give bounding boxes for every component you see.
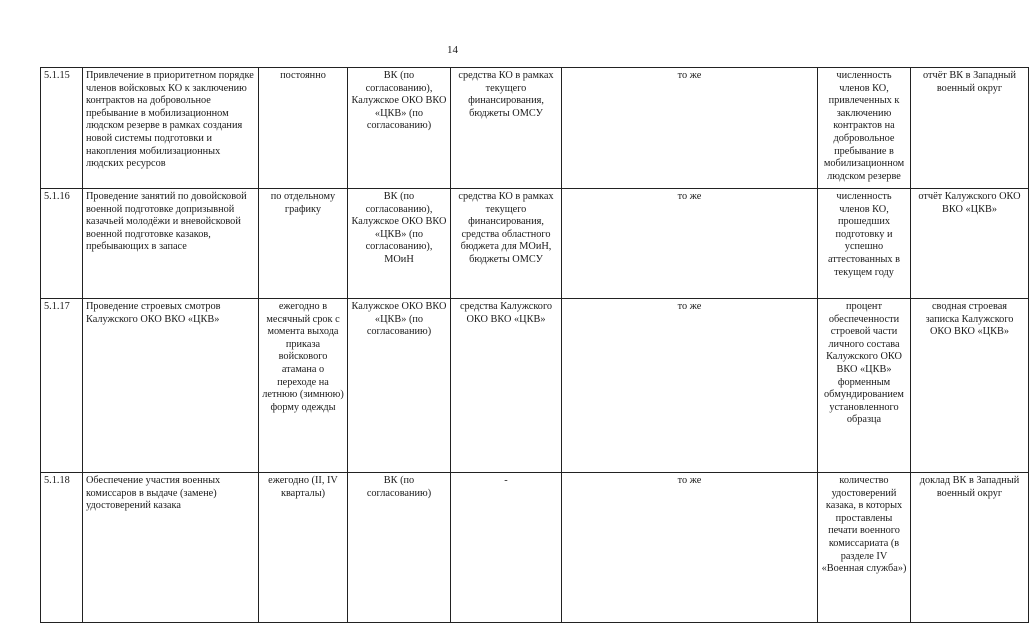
page-number: 14 [447, 44, 458, 56]
funding-cell: средства КО в рамках текущего финансирования, средства областного бюджета для МОиН, бюджеты ОМСУ [451, 189, 562, 299]
funding-cell: средства КО в рамках текущего финансирования, бюджеты ОМСУ [451, 68, 562, 189]
indicator-cell: численность членов КО, привлеченных к заключению контрактов на добровольное пребывание в мобилизационном людском резерве [818, 68, 911, 189]
report-cell: сводная строевая записка Калужского ОКО ВКО «ЦКВ» [911, 299, 1029, 473]
funding-cell: - [451, 473, 562, 623]
table-row [41, 68, 1029, 189]
table-row [41, 473, 1029, 623]
term-cell: постоянно [259, 68, 348, 189]
table-row [41, 299, 1029, 473]
row-number-cell: 5.1.15 [41, 68, 83, 189]
volume-cell: то же [562, 299, 818, 473]
indicator-cell: количество удостоверений казака, в которых проставлены печати военного комиссариата (в разделе IV «Военная служба») [818, 473, 911, 623]
measure-title-cell: Привлечение в приоритетном порядке членов войсковых КО к заключению контрактов на добровольное пребывание в мобилизационном людском резерве в рамках создания новой системы подготовки и накопления мобилизационных людских ресурсов [83, 68, 259, 189]
executors-cell: ВК (по согласованию), Калужское ОКО ВКО «ЦКВ» (по согласованию) [348, 68, 451, 189]
plan-table [40, 67, 1029, 623]
executors-cell: ВК (по согласованию) [348, 473, 451, 623]
volume-cell: то же [562, 189, 818, 299]
measure-title-cell: Проведение строевых смотров Калужского ОКО ВКО «ЦКВ» [83, 299, 259, 473]
indicator-cell: процент обеспеченности строевой части личного состава Калужского ОКО ВКО «ЦКВ» форменным обмундированием установленного образца [818, 299, 911, 473]
executors-cell: Калужское ОКО ВКО «ЦКВ» (по согласованию) [348, 299, 451, 473]
volume-cell: то же [562, 68, 818, 189]
measure-title-cell: Проведение занятий по довойсковой военной подготовке допризывной казачьей молодёжи и вневойсковой военной подготовке казаков, пребывающих в запасе [83, 189, 259, 299]
table-row [41, 189, 1029, 299]
term-cell: ежегодно (II, IV кварталы) [259, 473, 348, 623]
measure-title-cell: Обеспечение участия военных комиссаров в выдаче (замене) удостоверений казака [83, 473, 259, 623]
row-number-cell: 5.1.17 [41, 299, 83, 473]
report-cell: отчёт Калужского ОКО ВКО «ЦКВ» [911, 189, 1029, 299]
executors-cell: ВК (по согласованию), Калужское ОКО ВКО «ЦКВ» (по согласованию), МОиН [348, 189, 451, 299]
volume-cell: то же [562, 473, 818, 623]
row-number-cell: 5.1.18 [41, 473, 83, 623]
report-cell: отчёт ВК в Западный военный округ [911, 68, 1029, 189]
report-cell: доклад ВК в Западный военный округ [911, 473, 1029, 623]
row-number-cell: 5.1.16 [41, 189, 83, 299]
term-cell: ежегодно в месячный срок с момента выхода приказа войскового атамана о переходе на летнюю (зимнюю) форму одежды [259, 299, 348, 473]
funding-cell: средства Калужского ОКО ВКО «ЦКВ» [451, 299, 562, 473]
term-cell: по отдельному графику [259, 189, 348, 299]
indicator-cell: численность членов КО, прошедших подготовку и успешно аттестованных в текущем году [818, 189, 911, 299]
